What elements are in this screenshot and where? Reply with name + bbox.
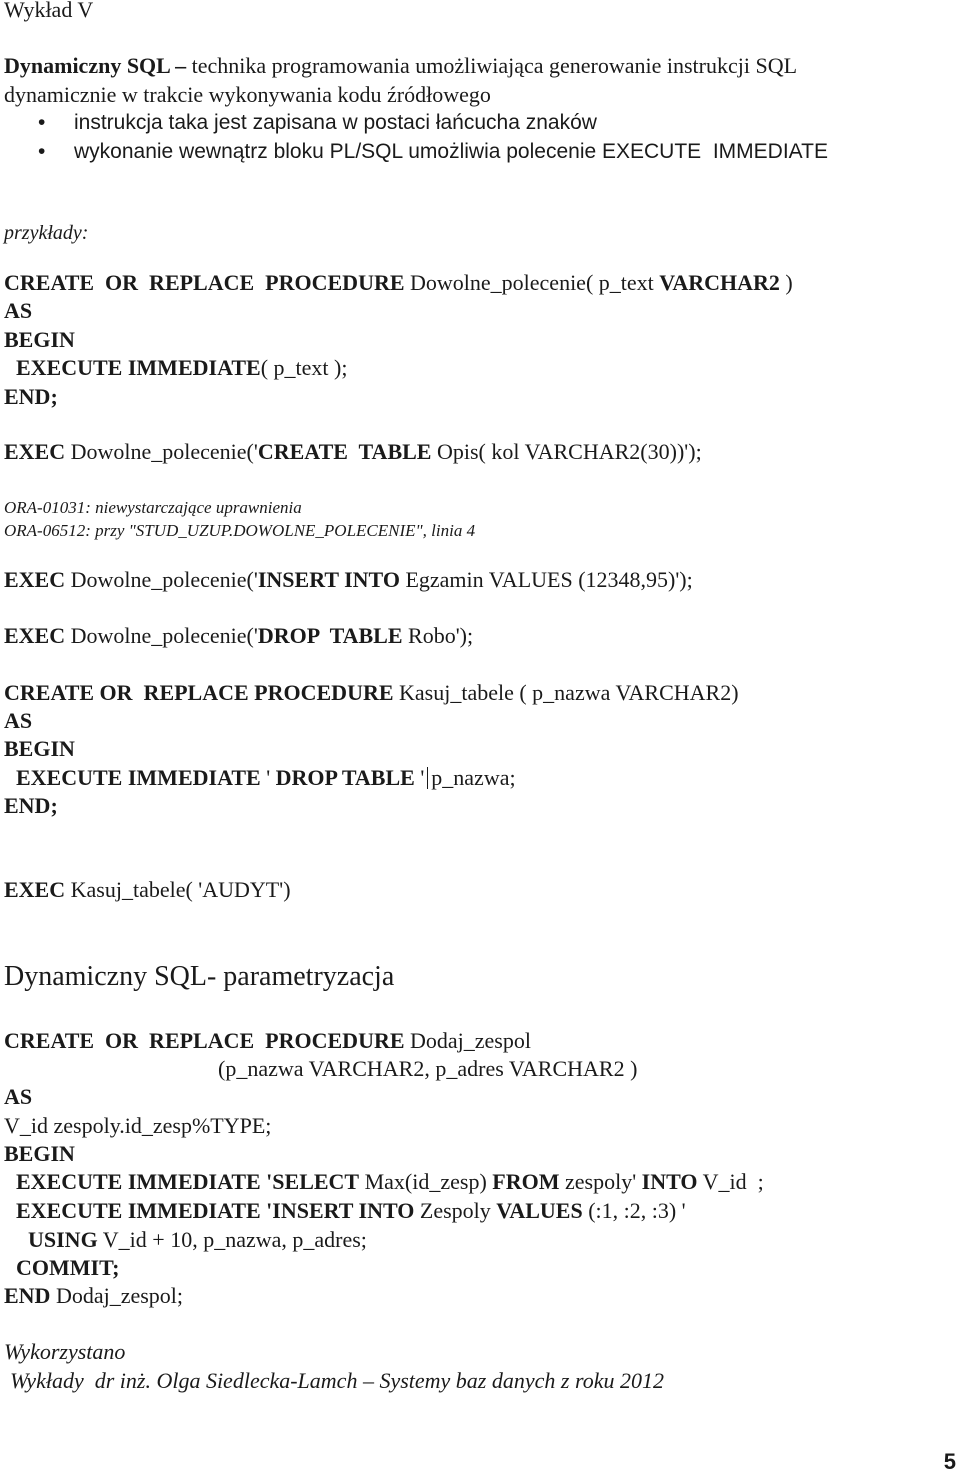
code-text: zespoly' bbox=[559, 1169, 642, 1194]
code-text: ' bbox=[414, 765, 425, 790]
proc3-commit: COMMIT; bbox=[16, 1255, 120, 1280]
exec-line-4 bbox=[4, 876, 291, 904]
keyword: EXECUTE IMMEDIATE 'SELECT bbox=[16, 1169, 360, 1194]
keyword: END bbox=[4, 1283, 51, 1308]
proc1-begin: BEGIN bbox=[4, 327, 75, 352]
source-title: Systemy baz danych z roku 2012 bbox=[379, 1368, 664, 1393]
lecture-title: Wykład V bbox=[4, 0, 94, 22]
definition-line-1 bbox=[4, 52, 797, 80]
proc3-stmt-2 bbox=[16, 1197, 686, 1225]
bullet-icon: • bbox=[38, 140, 46, 163]
code-text: ( p_text ); bbox=[260, 355, 348, 380]
proc3-header bbox=[4, 1027, 531, 1055]
keyword: EXEC bbox=[4, 623, 66, 648]
exec-line-2 bbox=[4, 566, 693, 594]
keyword: CREATE OR REPLACE PROCEDURE bbox=[4, 680, 394, 705]
code-text: Dodaj_zespol bbox=[404, 1028, 531, 1053]
dash: – bbox=[169, 53, 192, 78]
error-line-2: ORA-06512: przy "STUD_UZUP.DOWOLNE_POLECENIE", linia 4 bbox=[4, 521, 476, 540]
keyword: EXEC bbox=[4, 439, 66, 464]
proc3-params: (p_nazwa VARCHAR2, p_adres VARCHAR2 ) bbox=[218, 1056, 638, 1081]
term: Dynamiczny SQL bbox=[4, 53, 170, 78]
bullet-text: wykonanie wewnątrz bloku PL/SQL umożliwia polecenie EXECUTE IMMEDIATE bbox=[74, 140, 828, 163]
code-text: ) bbox=[779, 270, 793, 295]
code-text: p_nazwa; bbox=[431, 765, 516, 790]
proc3-as: AS bbox=[4, 1084, 33, 1109]
keyword: VARCHAR2 bbox=[659, 270, 780, 295]
code-text: Kasuj_tabele ( p_nazwa VARCHAR2) bbox=[393, 680, 739, 705]
code-text: Dodaj_zespol; bbox=[50, 1283, 184, 1308]
proc3-end bbox=[4, 1282, 183, 1310]
code-text: Dowolne_polecenie(' bbox=[65, 567, 258, 592]
proc1-end: END; bbox=[4, 384, 58, 409]
code-text: ' bbox=[260, 765, 276, 790]
keyword: DROP TABLE bbox=[257, 623, 403, 648]
code-text: Dowolne_polecenie( p_text bbox=[404, 270, 660, 295]
keyword: EXEC bbox=[4, 877, 66, 902]
code-text: Robo'); bbox=[402, 623, 474, 648]
page-header bbox=[4, 0, 93, 24]
proc2-header bbox=[4, 679, 739, 707]
keyword: CREATE TABLE bbox=[257, 439, 432, 464]
keyword: EXECUTE IMMEDIATE 'INSERT INTO bbox=[16, 1198, 415, 1223]
definition-text-2: dynamicznie w trakcie wykonywania kodu źródłowego bbox=[4, 82, 491, 107]
code-text: Egzamin VALUES (12348,95)'); bbox=[399, 567, 693, 592]
code-text: Zespoly bbox=[414, 1198, 497, 1223]
keyword: USING bbox=[28, 1227, 98, 1252]
keyword: VALUES bbox=[496, 1198, 583, 1223]
proc2-as: AS bbox=[4, 708, 33, 733]
bullet-item bbox=[38, 138, 828, 166]
proc2-begin: BEGIN bbox=[4, 736, 75, 761]
proc2-exec bbox=[16, 764, 516, 792]
keyword: FROM bbox=[492, 1169, 560, 1194]
keyword: CREATE OR REPLACE PROCEDURE bbox=[4, 270, 405, 295]
bullet-item bbox=[38, 109, 597, 137]
proc2-end: END; bbox=[4, 793, 58, 818]
proc3-using bbox=[28, 1226, 367, 1254]
definition-text-1: technika programowania umożliwiająca generowanie instrukcji SQL bbox=[191, 53, 798, 78]
keyword: INSERT INTO bbox=[257, 567, 400, 592]
error-line-1: ORA-01031: niewystarczające uprawnienia bbox=[4, 498, 302, 517]
proc1-exec bbox=[16, 354, 347, 382]
footer-used: Wykorzystano bbox=[4, 1339, 126, 1364]
section-title: Dynamiczny SQL- parametryzacja bbox=[4, 961, 395, 992]
code-text: Dowolne_polecenie(' bbox=[65, 439, 258, 464]
source-author: Wykłady dr inż. Olga Siedlecka-Lamch bbox=[10, 1368, 358, 1393]
code-text: Max(id_zesp) bbox=[359, 1169, 493, 1194]
proc1-header bbox=[4, 269, 793, 297]
keyword: DROP TABLE bbox=[275, 765, 415, 790]
bullet-icon: • bbox=[38, 111, 46, 134]
exec-line-1 bbox=[4, 438, 702, 466]
keyword: EXEC bbox=[4, 567, 66, 592]
keyword: INTO bbox=[641, 1169, 698, 1194]
proc1-as: AS bbox=[4, 298, 33, 323]
proc3-begin: BEGIN bbox=[4, 1141, 75, 1166]
keyword: EXECUTE IMMEDIATE bbox=[16, 355, 261, 380]
exec-line-3 bbox=[4, 622, 473, 650]
keyword: CREATE OR REPLACE PROCEDURE bbox=[4, 1028, 405, 1053]
code-text: V_id ; bbox=[697, 1169, 764, 1194]
keyword: EXECUTE IMMEDIATE bbox=[16, 765, 261, 790]
examples-label: przykłady: bbox=[4, 222, 89, 244]
code-text: Opis( kol VARCHAR2(30))'); bbox=[431, 439, 702, 464]
footer-source bbox=[10, 1367, 664, 1395]
proc3-decl: V_id zespoly.id_zesp%TYPE; bbox=[4, 1113, 272, 1138]
code-text: (:1, :2, :3) ' bbox=[582, 1198, 686, 1223]
page-number: 5 bbox=[943, 1449, 956, 1474]
code-text: Kasuj_tabele( 'AUDYT') bbox=[65, 877, 291, 902]
code-text: Dowolne_polecenie(' bbox=[65, 623, 258, 648]
bullet-text: instrukcja taka jest zapisana w postaci łańcucha znaków bbox=[74, 111, 597, 134]
proc3-stmt-1 bbox=[16, 1168, 764, 1196]
dash: – bbox=[357, 1368, 380, 1393]
code-text: V_id + 10, p_nazwa, p_adres; bbox=[97, 1227, 367, 1252]
definition-line-2 bbox=[4, 81, 491, 109]
text-cursor-icon bbox=[427, 767, 428, 789]
